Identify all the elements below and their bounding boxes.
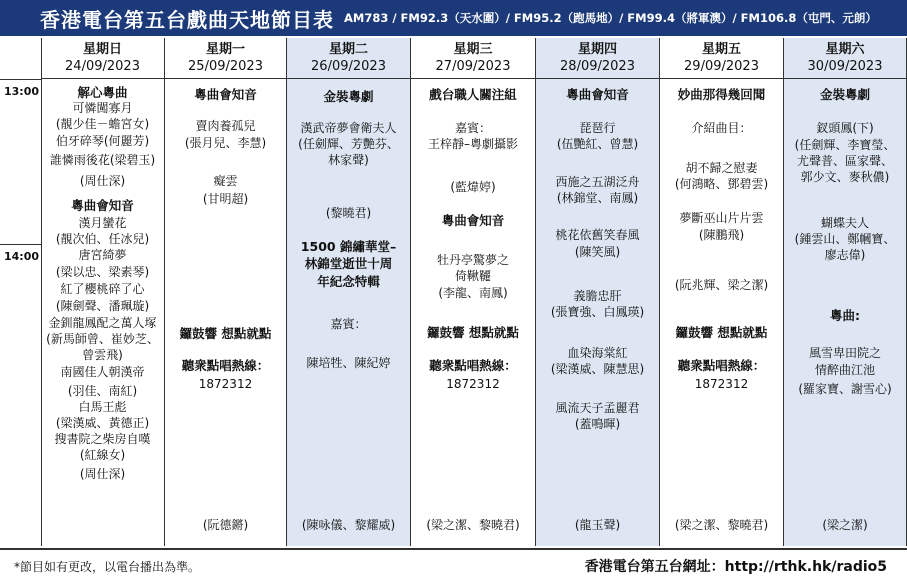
weekday-label: 星期四 — [577, 42, 617, 57]
program-line: 漢武帝夢會衛夫人 — [300, 121, 397, 135]
program-title: 1500 錦繡華堂– — [300, 239, 397, 254]
day-column — [784, 38, 907, 546]
program-line: 唐宮綺夢 — [78, 248, 127, 262]
program-line: (梁之潔、黎曉君) — [426, 518, 520, 532]
time-divider — [0, 79, 41, 80]
footer-note: *節目如有更改，以電台播出為準。 — [14, 560, 201, 574]
program-line: 白馬王彪 — [78, 400, 127, 414]
program-line: (李龍、南鳳) — [438, 286, 508, 300]
program-title: 年紀念特輯 — [317, 274, 380, 289]
page-title: 香港電台第五台戲曲天地節目表 — [40, 7, 334, 32]
day-programs — [660, 79, 783, 546]
program-line: 陳培牲、陳紀婷 — [306, 356, 391, 370]
program-line: 1872312 — [694, 377, 749, 391]
time-column — [0, 38, 42, 546]
time-label-13: 13:00 — [4, 85, 40, 98]
date-label: 28/09/2023 — [560, 59, 635, 74]
program-line: 桃花依舊笑春風 — [555, 228, 640, 242]
program-line: 嘉賓： — [454, 121, 491, 135]
day-header — [660, 38, 783, 79]
program-line: 牡丹亭驚夢之 — [436, 253, 509, 267]
program-line: 尤聲普、區家聲、 — [796, 154, 893, 168]
day-programs — [536, 79, 659, 546]
program-line: (靚少佳－蟾宮女) — [55, 117, 150, 131]
weekday-label: 星期一 — [205, 42, 245, 57]
date-label: 29/09/2023 — [684, 59, 759, 74]
day-header — [165, 38, 286, 79]
frequency-list: AM783 / FM92.3（天水圍）/ FM95.2（跑馬地）/ FM99.4（將軍澳）/ FM106.8（屯門、元朗） — [344, 11, 877, 25]
program-title: 鑼鼓響 想點就點 — [427, 325, 519, 340]
day-header — [411, 38, 535, 79]
program-title: 粵曲會知音 — [71, 198, 134, 213]
program-title: 解心粵曲 — [77, 85, 128, 100]
weekday-label: 星期二 — [328, 42, 368, 57]
program-title: 鑼鼓響 想點就點 — [675, 325, 768, 340]
weekday-label: 星期日 — [82, 42, 122, 57]
program-line: (伍艷紅、曾慧) — [556, 137, 639, 151]
program-line: 曾雲飛) — [82, 348, 123, 362]
program-line: 1872312 — [446, 377, 500, 391]
time-divider — [0, 244, 41, 245]
weekday-label: 星期三 — [453, 42, 493, 57]
program-line: 搜書院之柴房自嘆 — [54, 432, 151, 446]
program-line: 介紹曲目： — [691, 121, 752, 135]
program-line: 釵頭鳳(下) — [816, 121, 874, 135]
program-title: 林錦堂逝世十周 — [304, 256, 393, 271]
day-programs — [165, 79, 286, 546]
footer — [0, 548, 907, 584]
day-programs — [287, 79, 410, 546]
program-line: (梁漢威、黃德正) — [55, 416, 150, 430]
program-line: (陳劍聲、潘珮璇) — [55, 299, 150, 313]
program-title: 粵曲會知音 — [441, 213, 505, 228]
program-title: 粵曲會知音 — [566, 87, 629, 102]
date-label: 26/09/2023 — [311, 59, 386, 74]
program-line: (靚次伯、任冰兒) — [55, 232, 150, 246]
program-line: (張月兒、李慧) — [184, 136, 267, 150]
day-column — [536, 38, 660, 546]
program-title: 妙曲那得幾回聞 — [677, 87, 766, 102]
program-title: 金裝粵劇 — [819, 87, 870, 102]
footer-website: 香港電台第五台網址：http://rthk.hk/radio5 — [584, 559, 887, 575]
program-line: (張寶強、白鳳瑛) — [550, 305, 645, 319]
program-line: 郭少文、麥秋儂) — [800, 170, 890, 184]
day-column — [41, 38, 165, 546]
program-title: 粵曲會知音 — [194, 87, 257, 102]
program-line: 蝴蝶夫人 — [820, 216, 869, 230]
program-line: (鍾雲山、鄭幗寶、 — [794, 232, 896, 246]
program-title: 戲台職人關注組 — [429, 87, 517, 102]
program-line: (梁以忠、梁素琴) — [55, 265, 150, 279]
program-line: (羅家寶、謝雪心) — [798, 382, 892, 396]
program-line: (陳鵬飛) — [698, 228, 745, 242]
day-column — [165, 38, 287, 546]
program-line: 夢斷巫山片片雲 — [679, 211, 764, 225]
program-line: 1872312 — [198, 377, 253, 391]
program-line: 風雪卑田院之 — [808, 346, 881, 360]
program-line: 風流天子孟麗君 — [555, 401, 640, 415]
program-title: 金裝粵劇 — [323, 89, 374, 104]
program-line: (任劍輝、芳艷芬、 — [298, 137, 399, 151]
program-line: (黎曉君) — [325, 206, 372, 220]
program-line: 義膽忠肝 — [573, 289, 622, 303]
program-line: (周仕深) — [79, 174, 126, 188]
program-title: 聽衆點唱熱線： — [181, 358, 270, 373]
program-line: 倚鞦韆 — [454, 269, 491, 283]
program-line: 嘉賓： — [330, 317, 367, 331]
program-line: 誰憐雨後花(梁碧玉) — [49, 153, 156, 167]
day-programs — [41, 79, 164, 546]
program-line: (甘明超) — [202, 192, 249, 206]
program-line: 西施之五湖泛舟 — [555, 175, 640, 189]
program-line: 琵琶行 — [579, 121, 616, 135]
program-line: 廖志偉) — [824, 248, 866, 262]
program-line: 胡不歸之慰妻 — [685, 161, 758, 175]
program-line: 南國佳人朝漢帝 — [60, 365, 145, 379]
date-label: 30/09/2023 — [807, 59, 883, 74]
program-line: 可憐闖寡月 — [72, 101, 133, 115]
program-title: 鑼鼓響 想點就點 — [179, 326, 272, 341]
program-line: (新馬師曾、崔妙芝、 — [46, 332, 159, 346]
program-title: 聽衆點唱熱線： — [677, 358, 766, 373]
program-line: 紅了櫻桃碎了心 — [60, 282, 145, 296]
program-line: 林家聲) — [328, 153, 369, 167]
schedule-grid — [0, 38, 907, 546]
program-line: (蓋鳴暉) — [574, 417, 621, 431]
program-line: (紅線女) — [79, 448, 126, 462]
program-line: (周仕深) — [79, 467, 126, 481]
program-line: (林錦堂、南鳳) — [556, 191, 639, 205]
program-line: 癡雲 — [213, 174, 238, 188]
program-line: (梁之潔) — [822, 518, 868, 532]
day-column — [411, 38, 536, 546]
day-header — [41, 38, 164, 79]
program-title: 粵曲: — [830, 308, 860, 323]
weekday-label: 星期六 — [825, 42, 865, 57]
day-header — [784, 38, 906, 79]
program-line: 伯牙碎琴(何麗芳) — [55, 134, 150, 148]
program-title: 聽衆點唱熱線： — [429, 358, 517, 373]
day-header — [536, 38, 659, 79]
program-line: (龍玉聲) — [574, 518, 621, 532]
program-line: (阮兆輝、梁之潔) — [674, 278, 769, 292]
program-line: (何鴻略、鄧碧雲) — [674, 177, 769, 191]
program-line: 情醉曲江池 — [814, 363, 875, 377]
program-line: (陳咏儀、黎耀威) — [301, 518, 396, 532]
program-line: 金釧龍鳳配之萬人塚 — [48, 316, 157, 330]
program-line: 漢月蠻花 — [78, 216, 127, 230]
program-line: (陳笑風) — [574, 245, 621, 259]
day-column — [287, 38, 411, 546]
time-label-14: 14:00 — [4, 250, 40, 263]
program-line: (藍煒婷) — [450, 180, 496, 194]
program-line: (梁之潔、黎曉君) — [674, 518, 769, 532]
date-label: 25/09/2023 — [188, 59, 263, 74]
date-label: 24/09/2023 — [65, 59, 140, 74]
program-line: (羽佳、南紅) — [67, 384, 138, 398]
day-column — [660, 38, 784, 546]
weekday-label: 星期五 — [701, 42, 741, 57]
program-line: (梁漢威、陳慧思) — [550, 362, 645, 376]
header-banner — [0, 0, 907, 36]
program-line: (阮德鏘) — [202, 518, 249, 532]
program-line: (任劍輝、李寶瑩、 — [794, 138, 896, 152]
program-line: 王梓靜–粵劇攝影 — [427, 137, 518, 151]
program-line: 賣肉養孤兒 — [195, 119, 256, 133]
date-label: 27/09/2023 — [435, 59, 511, 74]
day-header — [287, 38, 410, 79]
day-programs — [411, 79, 535, 546]
program-line: 血染海棠紅 — [567, 346, 628, 360]
day-programs — [784, 79, 906, 546]
